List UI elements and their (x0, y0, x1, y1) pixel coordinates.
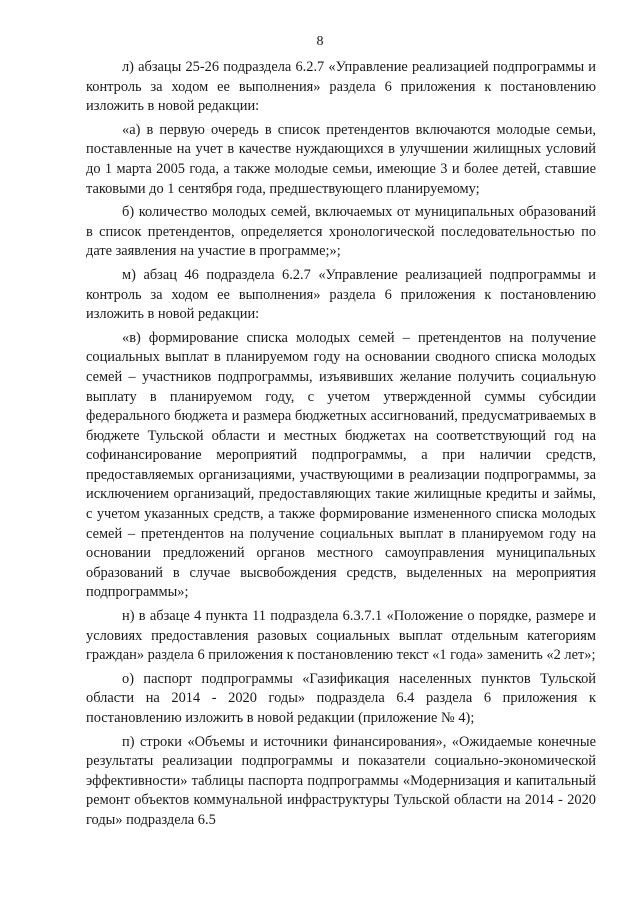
paragraph-quote-v: «в) формирование списка молодых семей – претендентов на получение социальных выплат в планируемом году на основании сводного списка молодых семей – участников подпрограммы, изъявивших желание получить социальную выплату в планируемом году, с учетом утвержденной суммы субсидии федерального бюджета и размера бюджетных ассигнований, предусматриваемых в бюджете Тульской области и местных бюджетах на соответствующий год на софинансирование мероприятий подпрограммы, а при наличии средств, предоставляемых организациями, участвующими в реализации подпрограммы, за исключением организаций, предоставляющих такие жилищные кредиты и займы, с учетом указанных средств, а также формирование измененного списка молодых семей – претендентов на получение социальных выплат в планируемом году на основании предложений органов местного самоуправления муниципальных образований в случае высвобождения средств, выделенных на мероприятия подпрограммы»; (86, 329, 596, 601)
page-number: 8 (316, 34, 324, 49)
paragraph-p: п) строки «Объемы и источники финансирования», «Ожидаемые конечные результаты реализации подпрограммы и показатели социально-экономической эффективности» таблицы паспорта подпрограммы «Модернизация и капитальный ремонт объектов коммунальной инфраструктуры Тульской области на 2014 - 2020 годы» подраздела 6.5 (86, 733, 596, 828)
paragraph-l: л) абзацы 25-26 подраздела 6.2.7 «Управление реализацией подпрограммы и контроль за ходом ее выполнения» раздела 6 приложения к постановлению изложить в новой редакции: (86, 59, 596, 115)
paragraph-quote-b: б) количество молодых семей, включаемых от муниципальных образований в список претендентов, определяется хронологической последовательностью по дате заявления на участие в программе;»; (86, 204, 596, 260)
paragraph-n: н) в абзаце 4 пункта 11 подраздела 6.3.7.1 «Положение о порядке, размере и условиях предоставления разовых социальных выплат отдельным категориям граждан» раздела 6 приложения к постановлению текст «1 года» заменить «2 лет»; (86, 608, 596, 664)
paragraph-m: м) абзац 46 подраздела 6.2.7 «Управление реализацией подпрограммы и контроль за ходом ее выполнения» раздела 6 приложения к постановлению изложить в новой редакции: (86, 266, 596, 323)
paragraph-o: о) паспорт подпрограммы «Газификация населенных пунктов Тульской области на 2014 - 2020 годы» подраздела 6.4 раздела 6 приложения к постановлению изложить в новой редакции (приложение № 4); (86, 670, 596, 726)
paragraph-quote-a: «а) в первую очередь в список претендентов включаются молодые семьи, поставленные на учет в качестве нуждающихся в улучшении жилищных условий до 1 марта 2005 года, а также молодые семьи, имеющие 3 и более детей, ставшие таковыми до 1 сентября года, предшествующего планируемому; (86, 121, 596, 197)
document-body (86, 58, 596, 835)
